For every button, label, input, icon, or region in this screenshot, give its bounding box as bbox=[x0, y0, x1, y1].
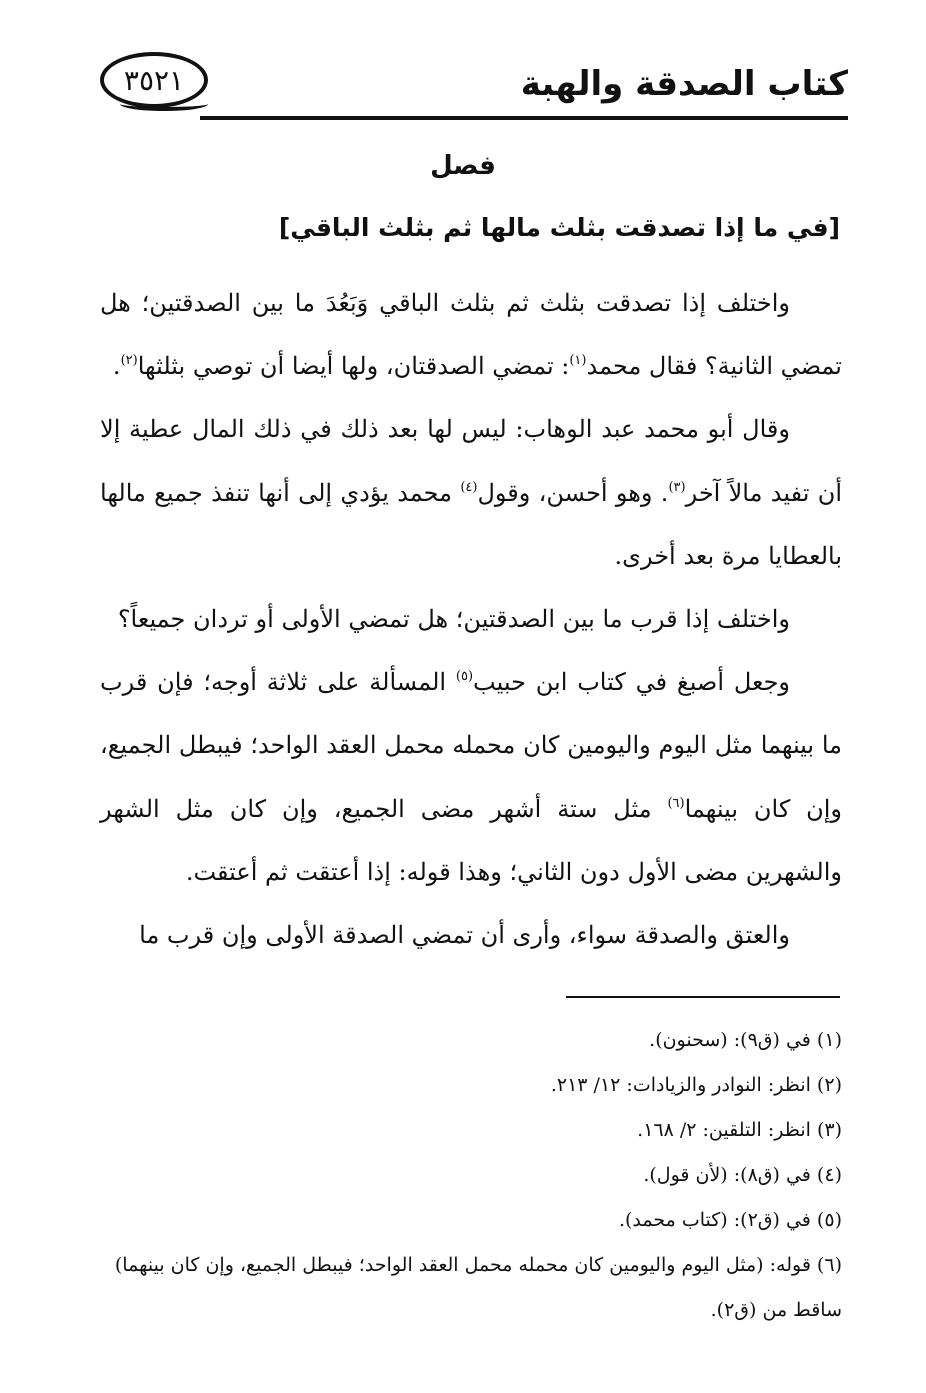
body-text bbox=[100, 272, 842, 967]
paragraph-3 bbox=[100, 588, 842, 651]
paragraph-text: وقال أبو محمد عبد الوهاب: ليس لها بعد ذلك في ذلك المال عطية إلا أن تفيد مالاً آخر bbox=[100, 415, 842, 507]
paragraph-text: : تمضي الصدقتان، ولها أيضا أن توصي بثلثها bbox=[137, 352, 570, 381]
page-number-badge bbox=[100, 52, 208, 108]
footnote-1: (١) في (ق٩): (سحنون). bbox=[649, 1029, 842, 1051]
footnote-ref: (٤) bbox=[460, 479, 478, 495]
footnote-separator bbox=[566, 996, 840, 998]
paragraph-text: واختلف إذا قرب ما بين الصدقتين؛ هل تمضي الأولى أو تردان جميعاً؟ bbox=[117, 605, 790, 634]
paragraph-text: والعتق والصدقة سواء، وأرى أن تمضي الصدقة الأولى وإن قرب ما bbox=[139, 921, 790, 950]
header-rule bbox=[200, 116, 848, 120]
footnote-ref: (٥) bbox=[455, 669, 474, 685]
footnote-ref: (٦) bbox=[667, 795, 685, 811]
footnote-ref: (١) bbox=[569, 353, 587, 369]
paragraph-4 bbox=[100, 651, 842, 904]
running-header bbox=[100, 52, 848, 118]
paragraph-text: مثل ستة أشهر مضى الجميع، وإن كان مثل الشهر والشهرين مضى الأول دون الثاني؛ وهذا قوله: إذا أعتقت ثم أعتقت. bbox=[100, 794, 842, 886]
paragraph-2 bbox=[100, 398, 842, 588]
footnote-4: (٤) في (ق٨): (لأن قول). bbox=[643, 1164, 842, 1186]
paragraph-text: واختلف إذا تصدقت بثلث ثم بثلث الباقي وَبَعُدَ ما بين الصدقتين؛ هل تمضي الثانية؟ فقال محمد bbox=[100, 289, 842, 381]
section-title: فصل bbox=[430, 151, 496, 181]
page-number: ٣٥٢١ bbox=[123, 63, 185, 97]
footnotes bbox=[96, 1018, 842, 1333]
footnote-3: (٣) انظر: التلقين: ٢/ ١٦٨. bbox=[637, 1119, 842, 1141]
paragraph-text: وجعل أصبغ في كتاب ابن حبيب bbox=[473, 668, 790, 697]
paragraph-1 bbox=[100, 272, 842, 398]
paragraph-text: المسألة على ثلاثة أوجه؛ فإن قرب ما بينهما مثل اليوم واليومين كان محمله محمل العقد الواحد؛ فيبطل الجميع، وإن كان بينهما bbox=[100, 668, 843, 823]
footnote-6: (٦) قوله: (مثل اليوم واليومين كان محمله محمل العقد الواحد؛ فيبطل الجميع، وإن كان بينهما) ساقط من (ق٢). bbox=[114, 1254, 842, 1321]
footnote-ref: (٢) bbox=[120, 353, 138, 369]
footnote-5: (٥) في (ق٢): (كتاب محمد). bbox=[618, 1209, 842, 1231]
paragraph-5 bbox=[100, 904, 842, 967]
section-subtitle: [في ما إذا تصدقت بثلث مالها ثم بثلث الباقي] bbox=[278, 213, 840, 242]
paragraph-text: محمد يؤدي إلى أنها تنفذ جميع مالها بالعطايا مرة بعد أخرى. bbox=[100, 478, 842, 570]
paragraph-text: . وهو أحسن، وقول bbox=[477, 478, 669, 507]
footnote-ref: (٣) bbox=[668, 479, 686, 495]
footnote-2: (٢) انظر: النوادر والزيادات: ١٢/ ٢١٣. bbox=[550, 1074, 842, 1096]
book-title: كتاب الصدقة والهبة bbox=[520, 64, 848, 104]
paragraph-text: . bbox=[112, 352, 121, 381]
